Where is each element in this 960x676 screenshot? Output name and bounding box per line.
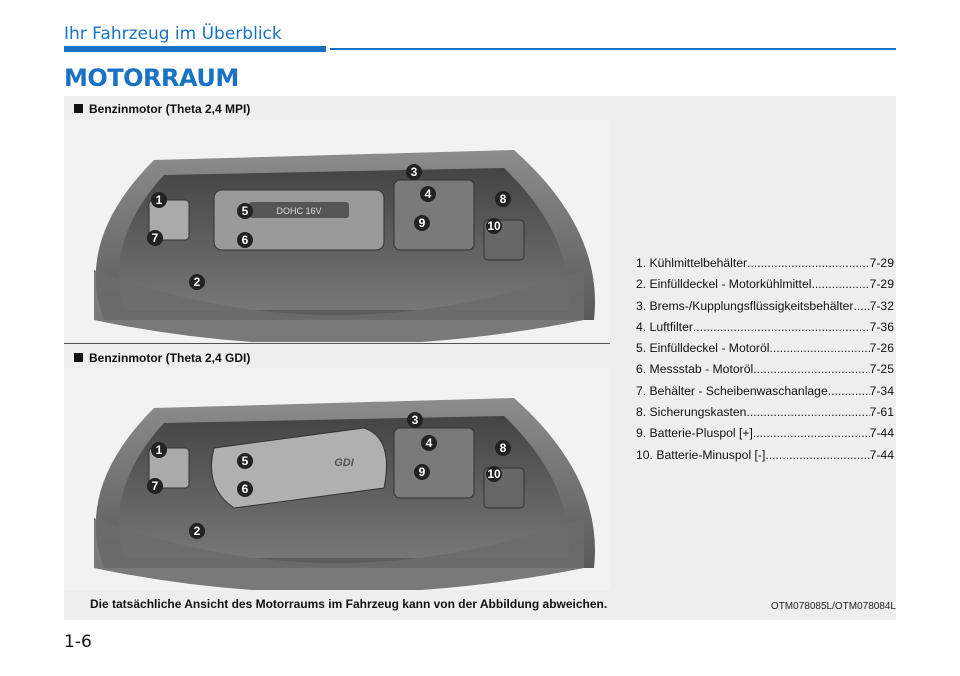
figure-reference-code: OTM078085L/OTM078084L: [770, 601, 896, 612]
legend-item: 9. Batterie-Pluspol [+] ..... 7-44: [636, 423, 894, 444]
svg-text:8: 8: [499, 192, 507, 206]
legend-item: 5. Einfülldeckel - Motoröl ..... 7-26: [636, 338, 894, 359]
legend-item: 10. Batterie-Minuspol [-] ..... 7-44: [636, 445, 894, 466]
svg-text:1: 1: [155, 193, 163, 207]
svg-text:4: 4: [424, 187, 432, 201]
legend-item: 3. Brems-/Kupplungsflüssigkeitsbehälter ..... 7-32: [636, 296, 894, 317]
svg-text:5: 5: [241, 454, 249, 468]
legend-item: 1. Kühlmittelbehälter ..... 7-29: [636, 253, 894, 274]
svg-text:8: 8: [499, 441, 507, 455]
svg-text:6: 6: [241, 482, 249, 496]
svg-text:5: 5: [241, 204, 249, 218]
legend-item: 4. Luftfilter ..... 7-36: [636, 317, 894, 338]
figure-divider: [64, 343, 610, 344]
svg-text:6: 6: [241, 233, 249, 247]
legend-item: 6. Messstab - Motoröl ..... 7-25: [636, 359, 894, 380]
page-number: 1-6: [64, 632, 92, 652]
bullet-square-icon: [74, 353, 83, 362]
header-rule-thick: [64, 46, 326, 52]
engine-cover-text: GDI: [334, 457, 354, 469]
bullet-square-icon: [74, 104, 83, 113]
svg-text:2: 2: [193, 275, 201, 289]
legend-item: 7. Behälter - Scheibenwaschanlage ..... 7-34: [636, 381, 894, 402]
engine-illustration-mpi: [64, 120, 610, 342]
figure-disclaimer: Die tatsächliche Ansicht des Motorraums im Fahrzeug kann von der Abbildung abweichen.: [90, 597, 608, 611]
svg-text:2: 2: [193, 524, 201, 538]
svg-text:9: 9: [418, 216, 426, 230]
svg-text:3: 3: [410, 165, 418, 179]
legend-item: 2. Einfülldeckel - Motorkühlmittel ..... 7-29: [636, 274, 894, 295]
chapter-title: Ihr Fahrzeug im Überblick: [64, 24, 282, 44]
component-legend: [636, 253, 894, 466]
section-title: MOTORRAUM: [64, 64, 239, 92]
engine-cover-text: DOHC 16V: [276, 206, 322, 216]
header-rule-thin: [330, 48, 896, 50]
svg-text:1: 1: [155, 443, 163, 457]
svg-text:9: 9: [418, 465, 426, 479]
engine-label-mpi: Benzinmotor (Theta 2,4 MPI): [74, 102, 250, 116]
engine-illustration-gdi: [64, 368, 610, 590]
svg-text:4: 4: [425, 436, 433, 450]
svg-text:7: 7: [151, 231, 159, 245]
engine-label-gdi: Benzinmotor (Theta 2,4 GDI): [74, 351, 250, 365]
svg-text:3: 3: [411, 413, 419, 427]
legend-item: 8. Sicherungskasten ..... 7-61: [636, 402, 894, 423]
svg-text:10: 10: [487, 467, 501, 481]
svg-text:7: 7: [151, 479, 159, 493]
svg-text:10: 10: [487, 219, 501, 233]
